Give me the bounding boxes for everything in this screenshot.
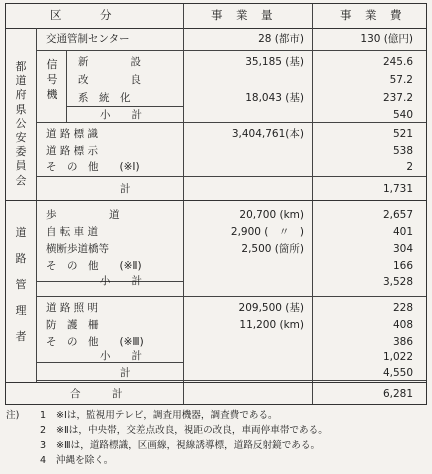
note-2-number: 2 [40,425,47,436]
row-label-grand-total: 合 計 [70,388,123,400]
note-2-text: ※Ⅱは，中央帯，交差点改良，視距の改良，車両停車帯である。 [56,425,328,436]
row-volume-ped-bridge: 2,500 (箇所) [241,243,304,255]
row-cost-sidewalk: 2,657 [382,209,413,221]
row-label-ped-bridge: 横断歩道橋等 [46,243,109,255]
row-label-traffic-center: 交通管制センター [46,33,130,45]
header-volume: 事 業 量 [211,8,274,22]
row-volume-sig-new: 35,185 (基) [245,56,304,68]
row-cost-ra-subtotal1: 3,528 [382,276,413,288]
note-3-text: ※Ⅲは，道路標識，区画線，視線誘導標，道路反射鏡である。 [56,440,321,451]
row-label-guard-fence: 防 護 柵 [46,319,99,331]
row-label-ra-subtotal1: 小 計 [100,275,142,287]
row-volume-sidewalk: 20,700 (km) [239,209,304,221]
row-label-ra-other2: そ の 他 (※Ⅲ) [46,336,144,348]
row-volume-road-lighting: 209,500 (基) [238,302,304,314]
group-label-road-admin: 道路管理者 [15,226,27,343]
row-cost-sig-system: 237.2 [382,92,413,104]
row-label-road-marking: 道 路 標 示 [46,145,99,157]
row-label-sidewalk: 歩 道 [46,209,120,221]
row-volume-road-sign: 3,404,761(本) [231,128,304,140]
note-1-text: ※Ⅰは，監視用テレビ，調査用機器，調査費である。 [56,410,278,421]
row-label-road-sign: 道 路 標 識 [46,128,99,140]
row-cost-road-sign: 521 [392,128,413,140]
row-volume-bike-path: 2,900 ( 〃 ) [230,226,304,238]
row-cost-sig-improve: 57.2 [389,74,413,86]
header-category: 区 分 [50,8,113,22]
row-cost-sig-new: 245.6 [382,56,413,68]
row-cost-grand-total: 6,281 [382,388,413,400]
row-label-ra-other1: そ の 他 (※Ⅱ) [46,260,142,272]
notes-prefix: 注) [6,410,20,421]
row-cost-bike-path: 401 [392,226,413,238]
row-cost-ra-subtotal2: 1,022 [382,351,413,363]
program-table [5,3,427,405]
row-label-ps-other: そ の 他 (※Ⅰ) [46,161,140,173]
group-label-public-safety: 都道府県公安委員会 [15,60,27,187]
row-label-sig-new: 新 設 [78,56,141,68]
row-volume-guard-fence: 11,200 (km) [239,319,304,331]
row-label-ra-subtotal2: 小 計 [100,350,142,362]
row-cost-guard-fence: 408 [392,319,413,331]
row-cost-road-lighting: 228 [392,302,413,314]
row-label-ra-total: 計 [120,367,131,379]
note-4-number: 4 [40,455,47,466]
row-cost-sig-subtotal: 540 [392,109,413,121]
row-cost-ra-other2: 386 [392,336,413,348]
row-cost-ra-total: 4,550 [382,367,413,379]
row-cost-ped-bridge: 304 [392,243,413,255]
row-label-road-lighting: 道 路 照 明 [46,302,99,314]
row-cost-ps-other: 2 [406,161,413,173]
row-label-sig-subtotal: 小 計 [100,109,142,121]
row-cost-ps-total: 1,731 [382,183,413,195]
row-volume-sig-system: 18,043 (基) [245,92,304,104]
row-volume-traffic-center: 28 (都市) [258,33,304,45]
note-3-number: 3 [40,440,47,451]
note-4-text: 沖縄を除く。 [56,455,114,466]
row-label-ps-total: 計 [120,183,131,195]
group-label-signal: 信号機 [46,58,58,101]
row-cost-road-marking: 538 [392,145,413,157]
row-label-bike-path: 自 転 車 道 [46,226,99,238]
row-label-sig-improve: 改 良 [78,74,141,86]
row-cost-ra-other1: 166 [392,260,413,272]
row-label-sig-system: 系 統 化 [78,92,131,104]
header-cost: 事 業 費 [340,8,403,22]
row-cost-traffic-center: 130 (億円) [360,33,413,45]
note-1-number: 1 [40,410,47,421]
